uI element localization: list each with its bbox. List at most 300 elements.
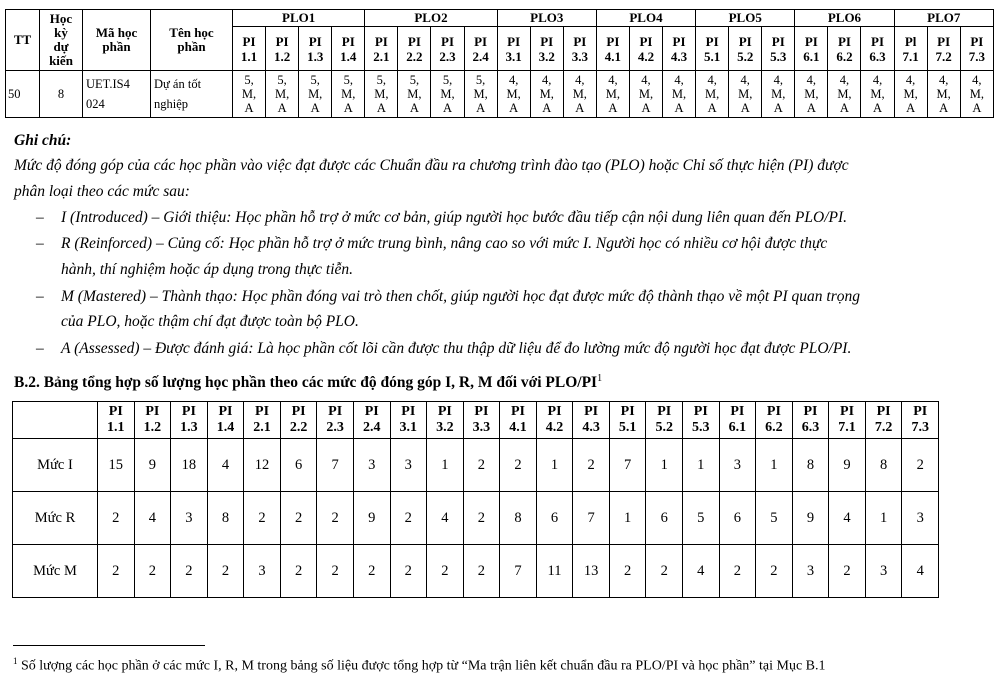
header-pi <box>266 27 299 71</box>
header-pi-line: PI <box>803 404 818 419</box>
cell-contribution <box>927 71 960 118</box>
header-pi <box>398 27 431 71</box>
cell-contribution-line: A <box>509 101 519 115</box>
header-pi-line: PI <box>407 33 421 49</box>
cell-semester: 8 <box>40 71 83 118</box>
header-pi <box>894 27 927 71</box>
header-pi-line: PI <box>771 33 785 49</box>
header-pi-line: PI <box>766 404 781 419</box>
header-pi <box>573 402 610 439</box>
header-course-name-line: Tên học <box>169 25 214 40</box>
header-pi <box>332 27 365 71</box>
header-pi-line: 1.3 <box>307 48 324 64</box>
header-pi-line: 4.3 <box>582 420 600 435</box>
header-pi <box>828 27 861 71</box>
header-pi-line: PI <box>547 404 562 419</box>
cell-contribution-line: A <box>873 101 883 115</box>
cell-count: 2 <box>902 439 939 492</box>
cell-contribution <box>431 71 464 118</box>
header-pi-line: PI <box>255 404 270 419</box>
cell-count: 9 <box>134 439 171 492</box>
header-pi-line: PI <box>474 33 488 49</box>
header-pi-line: PI <box>242 33 256 49</box>
cell-count: 2 <box>463 545 500 598</box>
cell-contribution <box>299 71 332 118</box>
header-pi-line: 6.2 <box>836 48 853 64</box>
cell-count: 5 <box>683 492 720 545</box>
cell-count: 2 <box>500 439 537 492</box>
header-plo-group: PLO3 <box>497 10 596 27</box>
header-pi <box>646 402 683 439</box>
header-semester-line: kỳ <box>54 25 68 40</box>
cell-contribution <box>563 71 596 118</box>
cell-count: 7 <box>500 545 537 598</box>
cell-contribution <box>365 71 398 118</box>
cell-count: 8 <box>792 439 829 492</box>
header-pi-line: PI <box>218 404 233 419</box>
header-semester <box>40 10 83 71</box>
cell-count: 7 <box>609 439 646 492</box>
cell-count: 3 <box>792 545 829 598</box>
header-pi-line: PI <box>620 404 635 419</box>
header-course-name <box>151 10 233 71</box>
header-pi-line: PI <box>474 404 489 419</box>
header-pi <box>762 27 795 71</box>
cell-contribution-line: 4, <box>608 73 618 87</box>
header-pi <box>353 402 390 439</box>
cell-contribution <box>960 71 993 118</box>
cell-contribution <box>762 71 795 118</box>
header-semester-line: dự <box>53 39 69 54</box>
header-plo-group: PLO2 <box>365 10 497 27</box>
header-pi-line: 3.2 <box>436 420 454 435</box>
header-plo-group: PLO4 <box>596 10 695 27</box>
cell-contribution-line: A <box>476 101 486 115</box>
header-pi-line: 6.1 <box>803 48 820 64</box>
cell-count: 2 <box>829 545 866 598</box>
bullet-assessed: A (Assessed) – Được đánh giá: Là học phần cốt lõi cần được thu thập dữ liệu để đo lường mức độ người học đạt được PLO/PI. <box>61 340 852 357</box>
cell-contribution-line: 4, <box>641 73 651 87</box>
cell-contribution-line: 4, <box>773 73 783 87</box>
cell-contribution-line: A <box>277 101 287 115</box>
header-pi <box>497 27 530 71</box>
cell-contribution-line: 5, <box>343 73 353 87</box>
cell-contribution <box>663 71 696 118</box>
header-semester-line: kiến <box>49 53 73 68</box>
cell-tt: 50 <box>6 71 40 118</box>
cell-count: 2 <box>463 492 500 545</box>
header-pi-line: 3.1 <box>399 420 418 435</box>
cell-count: 2 <box>353 545 390 598</box>
header-pi-line: PI <box>584 404 599 419</box>
cell-count: 1 <box>683 439 720 492</box>
cell-contribution-line: A <box>674 101 684 115</box>
cell-count: 2 <box>244 492 281 545</box>
cell-contribution-line: 4, <box>806 73 817 87</box>
cell-count: 3 <box>719 439 756 492</box>
cell-count: 2 <box>390 492 427 545</box>
cell-count: 4 <box>902 545 939 598</box>
header-pi <box>960 27 993 71</box>
cell-count: 8 <box>500 492 537 545</box>
cell-contribution-line: M, <box>308 87 323 101</box>
cell-contribution-line: 4, <box>872 73 883 87</box>
header-semester-line: Học <box>49 11 73 26</box>
header-pi-line: PI <box>291 404 306 419</box>
header-pi-line: 5.3 <box>692 420 710 435</box>
header-pi-line: PI <box>308 33 322 49</box>
header-pi-line: 5.1 <box>704 48 721 64</box>
header-pi <box>596 27 629 71</box>
cell-contribution-line: M, <box>506 87 521 101</box>
header-pi-line: PI <box>437 404 452 419</box>
bullet-introduced: I (Introduced) – Giới thiệu: Học phần hỗ trợ ở mức cơ bản, giúp người học bước đầu tiếp cận nội dung liên quan đến PLO/PI. <box>61 209 848 226</box>
header-pi-line: PI <box>672 33 686 49</box>
header-pi-line: 1.4 <box>216 420 235 435</box>
cell-contribution-line: A <box>641 101 651 115</box>
header-empty <box>13 402 98 439</box>
cell-contribution-line: A <box>310 101 320 115</box>
cell-contribution <box>266 71 299 118</box>
summary-table <box>12 401 939 598</box>
cell-count: 2 <box>98 545 135 598</box>
cell-contribution-line: A <box>376 101 386 115</box>
header-pi-line: 7.3 <box>968 48 985 64</box>
cell-contribution-line: 5, <box>244 73 254 87</box>
cell-contribution-line: 4, <box>575 73 585 87</box>
cell-contribution-line: 5, <box>475 73 486 87</box>
header-pi <box>500 402 537 439</box>
cell-count: 1 <box>865 492 902 545</box>
cell-contribution <box>861 71 894 118</box>
table-row <box>13 492 939 545</box>
header-pi-line: 5.2 <box>737 48 754 64</box>
cell-count: 1 <box>646 439 683 492</box>
header-pi-line: PI <box>328 404 343 419</box>
header-pi <box>861 27 894 71</box>
cell-contribution-line: M, <box>936 87 951 101</box>
cell-count: 8 <box>865 439 902 492</box>
cell-count: 15 <box>98 439 135 492</box>
cell-contribution-line: 5, <box>376 73 387 87</box>
cell-contribution <box>894 71 927 118</box>
header-pi <box>609 402 646 439</box>
cell-contribution-line: A <box>707 101 717 115</box>
notes-title: Ghi chú: <box>14 132 72 149</box>
header-pi <box>563 27 596 71</box>
cell-contribution-line: M, <box>605 87 621 101</box>
cell-contribution-line: A <box>939 101 949 115</box>
header-pi-line: 1.4 <box>340 48 357 64</box>
cell-contribution <box>696 71 729 118</box>
header-pi <box>663 27 696 71</box>
cell-count: 2 <box>171 545 208 598</box>
header-pi-line: 1.1 <box>240 48 258 64</box>
cell-count: 11 <box>536 545 573 598</box>
header-course-code <box>83 10 151 71</box>
cell-contribution-line: M, <box>440 87 455 101</box>
cell-contribution-line: M, <box>837 87 852 101</box>
header-pi <box>233 27 266 71</box>
header-pi-line: PI <box>364 404 379 419</box>
cell-contribution-line: A <box>542 101 552 115</box>
cell-count: 2 <box>317 545 354 598</box>
header-pi-line: PI <box>804 33 818 49</box>
header-pi-line: PI <box>401 404 416 419</box>
cell-count: 1 <box>756 439 793 492</box>
header-pi-line: PI <box>837 33 851 49</box>
cell-contribution-line: M, <box>738 87 753 101</box>
footnote-text: Số lượng các học phần ở các mức I, R, M trong bảng số liệu được tổng hợp từ “Ma trận liên kết chuẩn đầu ra PLO/PI và học phần” tại Mục B.1 <box>17 658 826 674</box>
table-row <box>13 439 939 492</box>
footnote <box>13 656 826 675</box>
header-pi-line: 6.2 <box>765 420 783 435</box>
cell-count: 9 <box>353 492 390 545</box>
cell-contribution-line: A <box>442 101 453 115</box>
header-pi-line: PI <box>540 33 554 49</box>
section-title <box>14 373 602 392</box>
header-pi-line: PI <box>374 33 388 49</box>
header-pi <box>756 402 793 439</box>
header-pi <box>427 402 464 439</box>
header-pi-line: 4.1 <box>509 420 527 435</box>
header-pi <box>683 402 720 439</box>
cell-contribution-line: M, <box>969 87 984 101</box>
header-pi-line: PI <box>970 33 984 49</box>
header-pi-line: PI <box>507 33 521 49</box>
cell-count: 3 <box>902 492 939 545</box>
header-pi <box>280 402 317 439</box>
cell-count: 4 <box>427 492 464 545</box>
header-pi-line: 6.3 <box>801 420 820 435</box>
cell-contribution <box>398 71 431 118</box>
bullet-dash: – <box>36 340 44 357</box>
cell-contribution <box>332 71 365 118</box>
cell-count: 1 <box>609 492 646 545</box>
header-plo-group: PLO6 <box>795 10 894 27</box>
cell-count: 1 <box>427 439 464 492</box>
cell-contribution-line: M, <box>274 87 290 101</box>
header-pi-line: 7.1 <box>838 420 856 435</box>
header-pi-line: 2.1 <box>373 48 390 64</box>
course-plo-matrix-table <box>5 9 994 118</box>
cell-count: 12 <box>244 439 281 492</box>
header-pi-line: 5.2 <box>655 420 673 435</box>
header-pi-line: 1.2 <box>143 420 162 435</box>
header-pi <box>629 27 662 71</box>
cell-contribution <box>795 71 828 118</box>
header-pi-line: 7.2 <box>935 48 952 64</box>
header-pi-line: PI <box>341 33 355 49</box>
cell-count: 2 <box>609 545 646 598</box>
cell-count: 2 <box>98 492 135 545</box>
header-course-code-line: phần <box>102 39 131 54</box>
cell-contribution-line: 5, <box>310 73 320 87</box>
cell-contribution <box>233 71 266 118</box>
cell-contribution-line: M, <box>638 87 654 101</box>
header-pi <box>795 27 828 71</box>
header-pi <box>244 402 281 439</box>
header-pi-line: 3.1 <box>505 48 522 64</box>
header-tt: TT <box>6 10 40 71</box>
header-pi <box>207 402 244 439</box>
header-pi-line: 4.3 <box>670 48 688 64</box>
cell-count: 9 <box>829 439 866 492</box>
cell-contribution-line: M, <box>539 87 554 101</box>
cell-course-code <box>83 71 151 118</box>
header-pi-line: PI <box>145 404 160 419</box>
bullet-dash: – <box>36 235 44 252</box>
cell-count: 13 <box>573 545 610 598</box>
header-pi-line: PI <box>108 404 123 419</box>
cell-contribution-line: 4, <box>674 73 684 87</box>
cell-contribution-line: M, <box>870 87 885 101</box>
cell-count: 2 <box>646 545 683 598</box>
header-pi-line: 2.4 <box>472 48 489 64</box>
header-pi-line: PI <box>876 404 891 419</box>
row-label: Mức I <box>13 439 98 492</box>
header-pi-line: 1.3 <box>180 420 198 435</box>
header-pi-line: 4.1 <box>604 48 622 64</box>
cell-contribution <box>729 71 762 118</box>
header-pi <box>317 402 354 439</box>
header-pi <box>729 27 762 71</box>
cell-contribution-line: A <box>575 101 585 115</box>
header-pi-line: PI <box>606 33 620 49</box>
cell-contribution <box>530 71 563 118</box>
header-plo-group: PLO5 <box>696 10 795 27</box>
cell-contribution-line: M, <box>341 87 356 101</box>
notes-intro-line-1: Mức độ đóng góp của các học phần vào việc đạt được các Chuẩn đầu ra chương trình đào tạo (PLO) hoặc Chỉ số thực hiện (PI) được <box>14 157 849 174</box>
cell-count: 2 <box>719 545 756 598</box>
header-pi-line: 2.2 <box>406 48 423 64</box>
cell-count: 2 <box>427 545 464 598</box>
header-pi <box>530 27 563 71</box>
cell-contribution-line: A <box>343 101 353 115</box>
header-pi-line: PI <box>937 33 951 49</box>
cell-count: 7 <box>573 492 610 545</box>
cell-contribution-line: A <box>839 101 849 115</box>
header-pi-line: 1.2 <box>273 48 291 64</box>
cell-count: 2 <box>390 545 427 598</box>
header-pi-line: 7.3 <box>911 420 929 435</box>
cell-contribution-line: 4, <box>542 73 552 87</box>
cell-contribution <box>464 71 497 118</box>
cell-contribution-line: M, <box>804 87 819 101</box>
header-pi-line: 6.3 <box>869 48 886 64</box>
header-pi-line: 5.3 <box>770 48 787 64</box>
cell-count: 6 <box>536 492 573 545</box>
cell-contribution <box>596 71 629 118</box>
cell-course-name-line: Dự án tốt <box>154 77 202 91</box>
bullet-mastered-cont: của PLO, hoặc thậm chí đạt được toàn bộ PLO. <box>61 313 359 330</box>
header-pi-line: 5.1 <box>618 420 637 435</box>
cell-contribution-line: 5, <box>409 73 420 87</box>
header-pi <box>390 402 427 439</box>
header-pi-line: PI <box>441 33 454 49</box>
cell-course-name <box>151 71 233 118</box>
cell-contribution-line: A <box>806 101 816 115</box>
cell-count: 2 <box>280 492 317 545</box>
footnote-ref[interactable]: 1 <box>597 373 603 384</box>
cell-contribution-line: M, <box>407 87 422 101</box>
header-pi <box>299 27 332 71</box>
header-pi-line: PI <box>840 404 855 419</box>
header-pi <box>464 27 497 71</box>
table-row <box>6 71 994 118</box>
cell-contribution-line: 4, <box>972 73 982 87</box>
table-row <box>13 545 939 598</box>
header-pi-line: PI <box>639 33 653 49</box>
cell-count: 3 <box>171 492 208 545</box>
cell-count: 9 <box>792 492 829 545</box>
bullet-mastered: M (Mastered) – Thành thạo: Học phần đóng vai trò then chốt, giúp người học đạt được mức độ thành thạo về một PI quan trọng <box>61 288 861 305</box>
header-pi-line: PI <box>913 404 928 419</box>
cell-count: 6 <box>646 492 683 545</box>
header-pi-line: 4.2 <box>545 420 564 435</box>
cell-contribution <box>497 71 530 118</box>
cell-count: 6 <box>719 492 756 545</box>
cell-contribution-line: M, <box>572 87 587 101</box>
header-pi <box>171 402 208 439</box>
cell-contribution-line: A <box>608 101 618 115</box>
cell-count: 5 <box>756 492 793 545</box>
header-pi-line: 1.1 <box>107 420 125 435</box>
section-title-text: B.2. Bảng tổng hợp số lượng học phần theo các mức độ đóng góp I, R, M đối với PLO/PI <box>14 374 598 392</box>
header-pi <box>792 402 829 439</box>
cell-count: 2 <box>756 545 793 598</box>
header-pi <box>365 27 398 71</box>
cell-contribution-line: A <box>906 101 916 115</box>
header-pi <box>719 402 756 439</box>
header-pi-line: 3.3 <box>472 420 491 435</box>
header-course-code-line: Mã học <box>95 25 138 40</box>
header-pi-line: PI <box>730 404 745 419</box>
header-pi-line: 2.4 <box>362 420 381 435</box>
header-pi-line: 7.2 <box>874 420 893 435</box>
cell-count: 2 <box>463 439 500 492</box>
footnote-number: 1 <box>13 656 18 666</box>
cell-count: 4 <box>134 492 171 545</box>
cell-count: 2 <box>134 545 171 598</box>
header-pi-line: PI <box>657 404 672 419</box>
cell-course-code-line: 024 <box>86 97 105 111</box>
cell-contribution-line: 4, <box>839 73 850 87</box>
cell-count: 3 <box>865 545 902 598</box>
header-pi-line: PI <box>693 404 708 419</box>
header-pi <box>463 402 500 439</box>
header-pi <box>902 402 939 439</box>
row-label: Mức R <box>13 492 98 545</box>
cell-count: 3 <box>353 439 390 492</box>
header-pi-line: PI <box>573 33 587 49</box>
cell-count: 2 <box>207 545 244 598</box>
cell-count: 4 <box>683 545 720 598</box>
cell-contribution-line: M, <box>671 87 687 101</box>
notes-intro-line-2: phân loại theo các mức sau: <box>14 183 190 200</box>
header-pi-line: 2.1 <box>253 420 271 435</box>
cell-contribution-line: 4, <box>740 73 750 87</box>
header-pi-line: 7.1 <box>902 48 919 64</box>
cell-contribution-line: M, <box>473 87 488 101</box>
header-pi-line: 6.1 <box>728 420 747 435</box>
cell-count: 6 <box>280 439 317 492</box>
cell-count: 3 <box>244 545 281 598</box>
cell-contribution-line: A <box>773 101 783 115</box>
header-pi <box>134 402 171 439</box>
header-pi-line: PI <box>510 404 525 419</box>
bullet-dash: – <box>36 209 44 226</box>
